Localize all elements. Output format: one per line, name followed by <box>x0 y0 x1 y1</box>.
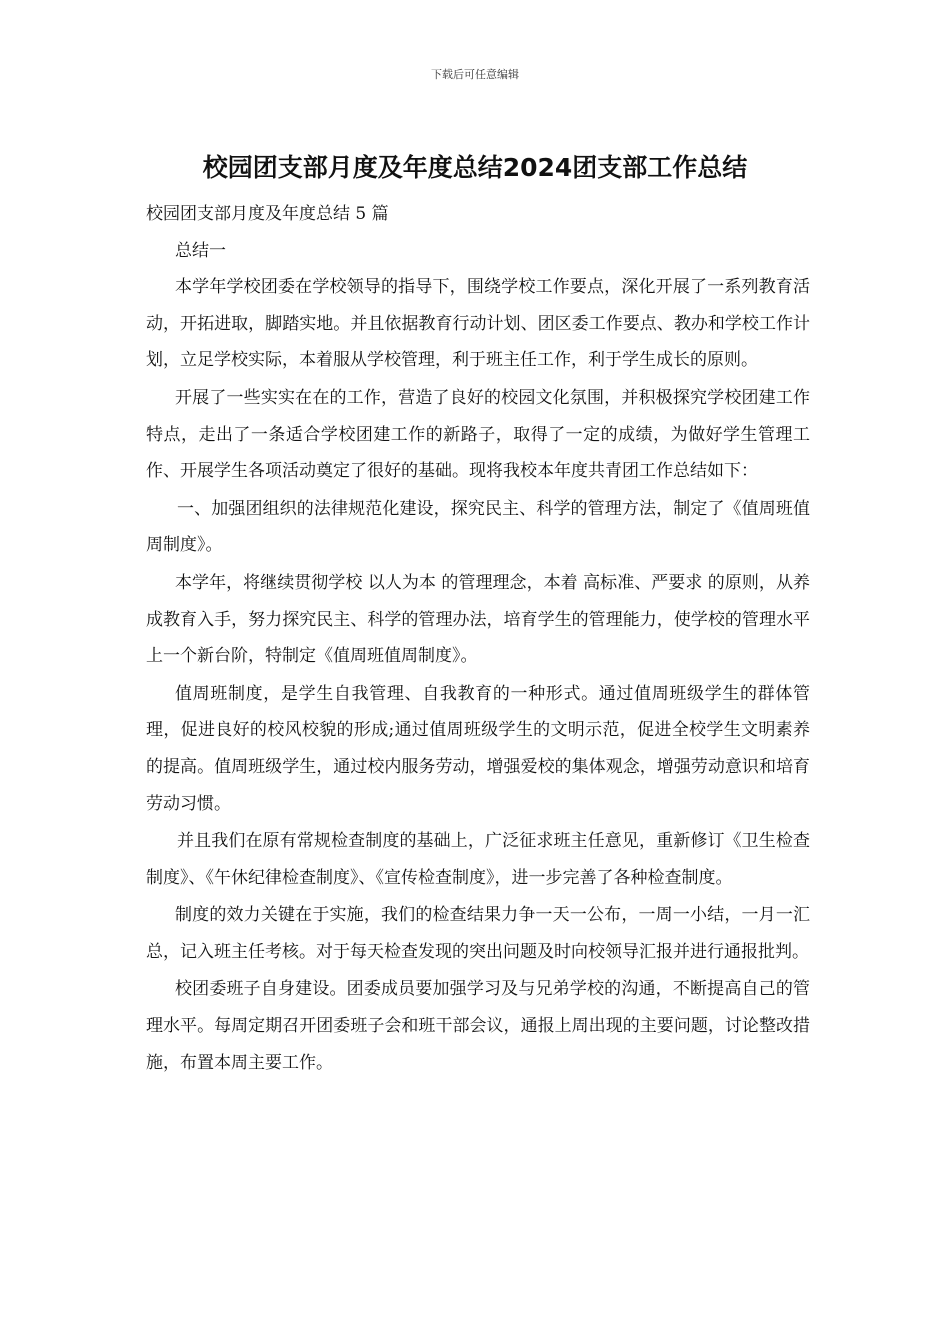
paragraph: 值周班制度，是学生自我管理、自我教育的一种形式。通过值周班级学生的群体管理，促进良好的校风校貌的形成;通过值周班级学生的文明示范，促进全校学生文明素养的提高。值周班级学生，通过校内服务劳动，增强爱校的集体观念，增强劳动意识和培育劳动习惯。 <box>146 683 810 814</box>
paragraph: 并且我们在原有常规检查制度的基础上，广泛征求班主任意见，重新修订《卫生检查制度》、《午休纪律检查制度》、《宣传检查制度》，进一步完善了各种检查制度。 <box>146 831 810 888</box>
paragraph: 开展了一些实实在在的工作，营造了良好的校园文化氛围，并积极探究学校团建工作特点，走出了一条适合学校团建工作的新路子，取得了一定的成绩，为做好学生管理工作、开展学生各项活动奠定了很好的基础。现将我校本年度共青团工作总结如下： <box>146 387 810 482</box>
paragraph: 本学年学校团委在学校领导的指导下，围绕学校工作要点，深化开展了一系列教育活动，开拓进取，脚踏实地。并且依据教育行动计划、团区委工作要点、教办和学校工作计划，立足学校实际，本着服从学校管理，利于班主任工作，利于学生成长的原则。 <box>146 277 810 371</box>
document-subtitle: 校园团支部月度及年度总结 5 篇 <box>146 204 389 224</box>
paragraph: 一、加强团组织的法律规范化建设，探究民主、科学的管理方法，制定了《值周班值周制度》。 <box>146 498 810 556</box>
paragraph: 制度的效力关键在于实施，我们的检查结果力争一天一公布，一周一小结，一月一汇总，记入班主任考核。对于每天检查发现的突出问题及时向校领导汇报并进行通报批判。 <box>146 905 810 962</box>
section-label: 总结一 <box>175 240 226 261</box>
header-note: 下载后可任意编辑 <box>431 68 519 81</box>
document-body <box>146 196 810 1081</box>
document-title: 校园团支部月度及年度总结2024团支部工作总结 <box>202 153 748 182</box>
paragraph: 本学年，将继续贯彻学校 以人为本 的管理理念，本着 高标准、严要求 的原则，从养成教育入手，努力探究民主、科学的管理办法，培育学生的管理能力，使学校的管理水平上一个新台阶，特制定《值周班值周制度》。 <box>146 572 810 667</box>
paragraph: 校团委班子自身建设。团委成员要加强学习及与兄弟学校的沟通，不断提高自己的管理水平。每周定期召开团委班子会和班干部会议，通报上周出现的主要问题，讨论整改措施，布置本周主要工作。 <box>146 979 810 1073</box>
